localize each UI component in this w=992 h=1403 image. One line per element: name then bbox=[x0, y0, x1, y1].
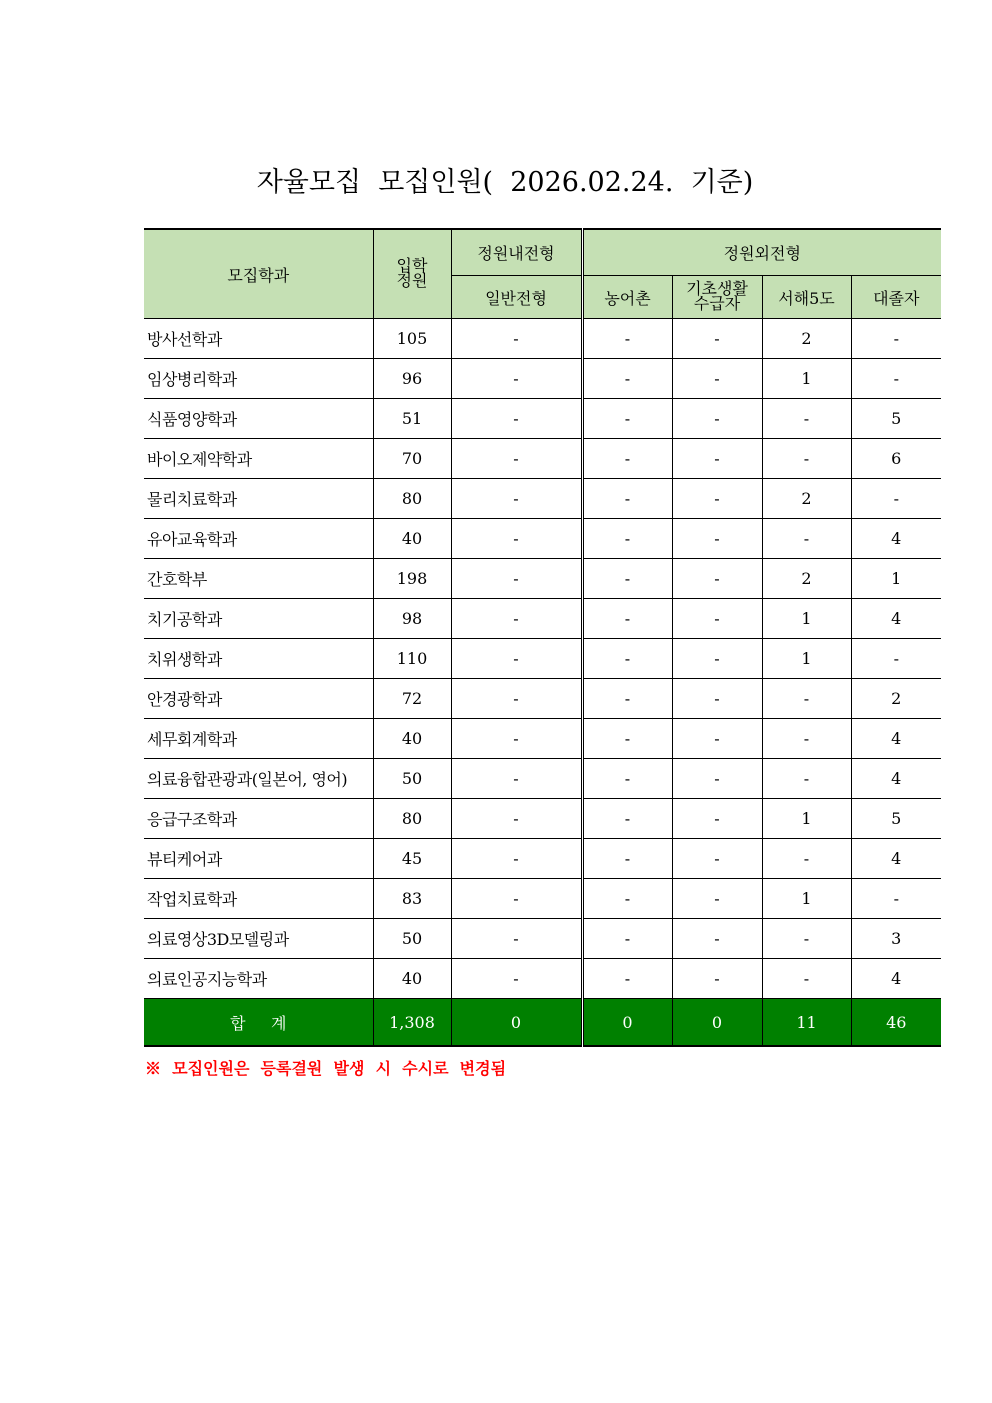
header-capacity-line1: 입학 bbox=[396, 256, 428, 275]
cell-seohae: 1 bbox=[762, 639, 851, 679]
cell-capacity: 45 bbox=[373, 839, 451, 879]
cell-college-grad: 3 bbox=[851, 919, 941, 959]
cell-basic-living: - bbox=[672, 919, 762, 959]
cell-department: 안경광학과 bbox=[144, 679, 373, 719]
cell-capacity: 72 bbox=[373, 679, 451, 719]
cell-department: 방사선학과 bbox=[144, 319, 373, 359]
cell-seohae: - bbox=[762, 719, 851, 759]
header-basic-living bbox=[672, 276, 762, 319]
cell-rural: - bbox=[582, 559, 672, 599]
cell-seohae: - bbox=[762, 399, 851, 439]
page-title: 자율모집 모집인원( 2026.02.24. 기준) bbox=[256, 167, 754, 198]
table-row bbox=[144, 759, 941, 799]
table-row bbox=[144, 559, 941, 599]
header-college-grad: 대졸자 bbox=[851, 276, 941, 319]
cell-department: 응급구조학과 bbox=[144, 799, 373, 839]
cell-capacity: 110 bbox=[373, 639, 451, 679]
cell-basic-living: - bbox=[672, 439, 762, 479]
total-capacity: 1,308 bbox=[373, 999, 451, 1047]
total-rural: 0 bbox=[582, 999, 672, 1047]
table-row bbox=[144, 519, 941, 559]
cell-general: - bbox=[451, 359, 582, 399]
cell-college-grad: 4 bbox=[851, 959, 941, 999]
cell-basic-living: - bbox=[672, 319, 762, 359]
cell-general: - bbox=[451, 479, 582, 519]
cell-general: - bbox=[451, 879, 582, 919]
cell-capacity: 98 bbox=[373, 599, 451, 639]
cell-general: - bbox=[451, 919, 582, 959]
cell-seohae: 1 bbox=[762, 879, 851, 919]
cell-seohae: 2 bbox=[762, 319, 851, 359]
cell-seohae: 1 bbox=[762, 599, 851, 639]
cell-department: 임상병리학과 bbox=[144, 359, 373, 399]
cell-general: - bbox=[451, 439, 582, 479]
table-row bbox=[144, 959, 941, 999]
cell-seohae: - bbox=[762, 439, 851, 479]
cell-basic-living: - bbox=[672, 879, 762, 919]
cell-capacity: 40 bbox=[373, 519, 451, 559]
cell-basic-living: - bbox=[672, 399, 762, 439]
cell-general: - bbox=[451, 399, 582, 439]
cell-rural: - bbox=[582, 679, 672, 719]
cell-college-grad: 2 bbox=[851, 679, 941, 719]
cell-rural: - bbox=[582, 399, 672, 439]
table-row bbox=[144, 439, 941, 479]
cell-college-grad: - bbox=[851, 639, 941, 679]
cell-college-grad: 4 bbox=[851, 519, 941, 559]
cell-basic-living: - bbox=[672, 519, 762, 559]
header-basic-living-line2: 수급자 bbox=[693, 294, 741, 313]
cell-general: - bbox=[451, 559, 582, 599]
cell-department: 바이오제약학과 bbox=[144, 439, 373, 479]
cell-rural: - bbox=[582, 639, 672, 679]
cell-college-grad: 4 bbox=[851, 839, 941, 879]
cell-general: - bbox=[451, 319, 582, 359]
total-basic-living: 0 bbox=[672, 999, 762, 1047]
cell-rural: - bbox=[582, 599, 672, 639]
cell-seohae: - bbox=[762, 519, 851, 559]
total-general: 0 bbox=[451, 999, 582, 1047]
cell-seohae: - bbox=[762, 959, 851, 999]
total-college-grad: 46 bbox=[851, 999, 941, 1047]
cell-general: - bbox=[451, 839, 582, 879]
cell-basic-living: - bbox=[672, 559, 762, 599]
table-row bbox=[144, 719, 941, 759]
cell-basic-living: - bbox=[672, 759, 762, 799]
cell-capacity: 50 bbox=[373, 759, 451, 799]
cell-college-grad: 5 bbox=[851, 799, 941, 839]
cell-rural: - bbox=[582, 439, 672, 479]
cell-capacity: 50 bbox=[373, 919, 451, 959]
cell-college-grad: 5 bbox=[851, 399, 941, 439]
cell-basic-living: - bbox=[672, 639, 762, 679]
cell-basic-living: - bbox=[672, 959, 762, 999]
table-row bbox=[144, 319, 941, 359]
cell-general: - bbox=[451, 799, 582, 839]
cell-department: 식품영양학과 bbox=[144, 399, 373, 439]
cell-rural: - bbox=[582, 519, 672, 559]
table-row bbox=[144, 919, 941, 959]
cell-basic-living: - bbox=[672, 719, 762, 759]
cell-rural: - bbox=[582, 759, 672, 799]
cell-rural: - bbox=[582, 359, 672, 399]
table-row bbox=[144, 839, 941, 879]
table-row bbox=[144, 679, 941, 719]
cell-basic-living: - bbox=[672, 599, 762, 639]
cell-basic-living: - bbox=[672, 799, 762, 839]
total-seohae: 11 bbox=[762, 999, 851, 1047]
cell-capacity: 96 bbox=[373, 359, 451, 399]
cell-seohae: 1 bbox=[762, 359, 851, 399]
cell-seohae: - bbox=[762, 679, 851, 719]
cell-seohae: - bbox=[762, 919, 851, 959]
cell-general: - bbox=[451, 639, 582, 679]
table-row bbox=[144, 799, 941, 839]
cell-rural: - bbox=[582, 959, 672, 999]
cell-general: - bbox=[451, 599, 582, 639]
cell-rural: - bbox=[582, 799, 672, 839]
header-seohae: 서해5도 bbox=[762, 276, 851, 319]
header-capacity-line2: 정원 bbox=[396, 271, 428, 290]
cell-college-grad: 4 bbox=[851, 759, 941, 799]
recruitment-table bbox=[144, 228, 941, 1047]
table-row bbox=[144, 879, 941, 919]
cell-rural: - bbox=[582, 719, 672, 759]
cell-department: 치위생학과 bbox=[144, 639, 373, 679]
cell-basic-living: - bbox=[672, 839, 762, 879]
cell-rural: - bbox=[582, 879, 672, 919]
cell-capacity: 40 bbox=[373, 719, 451, 759]
cell-college-grad: - bbox=[851, 319, 941, 359]
cell-capacity: 83 bbox=[373, 879, 451, 919]
header-department: 모집학과 bbox=[144, 229, 373, 319]
cell-college-grad: 4 bbox=[851, 599, 941, 639]
table-body bbox=[144, 319, 941, 999]
cell-general: - bbox=[451, 519, 582, 559]
cell-department: 치기공학과 bbox=[144, 599, 373, 639]
cell-capacity: 51 bbox=[373, 399, 451, 439]
cell-basic-living: - bbox=[672, 679, 762, 719]
cell-seohae: 1 bbox=[762, 799, 851, 839]
cell-college-grad: - bbox=[851, 879, 941, 919]
cell-capacity: 80 bbox=[373, 479, 451, 519]
table-row bbox=[144, 359, 941, 399]
header-general: 일반전형 bbox=[451, 276, 582, 319]
header-outside-quota: 정원외전형 bbox=[582, 229, 941, 276]
cell-department: 의료영상3D모델링과 bbox=[144, 919, 373, 959]
table-row bbox=[144, 399, 941, 439]
cell-department: 뷰티케어과 bbox=[144, 839, 373, 879]
cell-seohae: 2 bbox=[762, 479, 851, 519]
cell-seohae: - bbox=[762, 759, 851, 799]
table-row bbox=[144, 599, 941, 639]
cell-department: 물리치료학과 bbox=[144, 479, 373, 519]
table-row bbox=[144, 479, 941, 519]
cell-capacity: 198 bbox=[373, 559, 451, 599]
cell-general: - bbox=[451, 759, 582, 799]
cell-college-grad: - bbox=[851, 479, 941, 519]
recruitment-note: ※ 모집인원은 등록결원 발생 시 수시로 변경됨 bbox=[145, 1059, 507, 1078]
total-row bbox=[144, 999, 941, 1047]
total-label: 합 계 bbox=[144, 999, 373, 1047]
cell-general: - bbox=[451, 719, 582, 759]
cell-basic-living: - bbox=[672, 359, 762, 399]
cell-general: - bbox=[451, 959, 582, 999]
cell-capacity: 40 bbox=[373, 959, 451, 999]
cell-rural: - bbox=[582, 919, 672, 959]
cell-rural: - bbox=[582, 839, 672, 879]
cell-general: - bbox=[451, 679, 582, 719]
cell-college-grad: 4 bbox=[851, 719, 941, 759]
cell-capacity: 80 bbox=[373, 799, 451, 839]
cell-department: 의료융합관광과(일본어, 영어) bbox=[144, 759, 373, 799]
cell-department: 유아교육학과 bbox=[144, 519, 373, 559]
header-rural: 농어촌 bbox=[582, 276, 672, 319]
cell-seohae: - bbox=[762, 839, 851, 879]
cell-college-grad: 1 bbox=[851, 559, 941, 599]
cell-capacity: 105 bbox=[373, 319, 451, 359]
cell-department: 작업치료학과 bbox=[144, 879, 373, 919]
cell-college-grad: - bbox=[851, 359, 941, 399]
cell-basic-living: - bbox=[672, 479, 762, 519]
header-basic-living-line1: 기초생활 bbox=[686, 279, 748, 298]
cell-rural: - bbox=[582, 319, 672, 359]
cell-department: 간호학부 bbox=[144, 559, 373, 599]
table-row bbox=[144, 639, 941, 679]
cell-department: 세무회계학과 bbox=[144, 719, 373, 759]
cell-capacity: 70 bbox=[373, 439, 451, 479]
header-within-quota: 정원내전형 bbox=[451, 229, 582, 276]
header-capacity bbox=[373, 229, 451, 319]
cell-seohae: 2 bbox=[762, 559, 851, 599]
cell-college-grad: 6 bbox=[851, 439, 941, 479]
cell-rural: - bbox=[582, 479, 672, 519]
cell-department: 의료인공지능학과 bbox=[144, 959, 373, 999]
